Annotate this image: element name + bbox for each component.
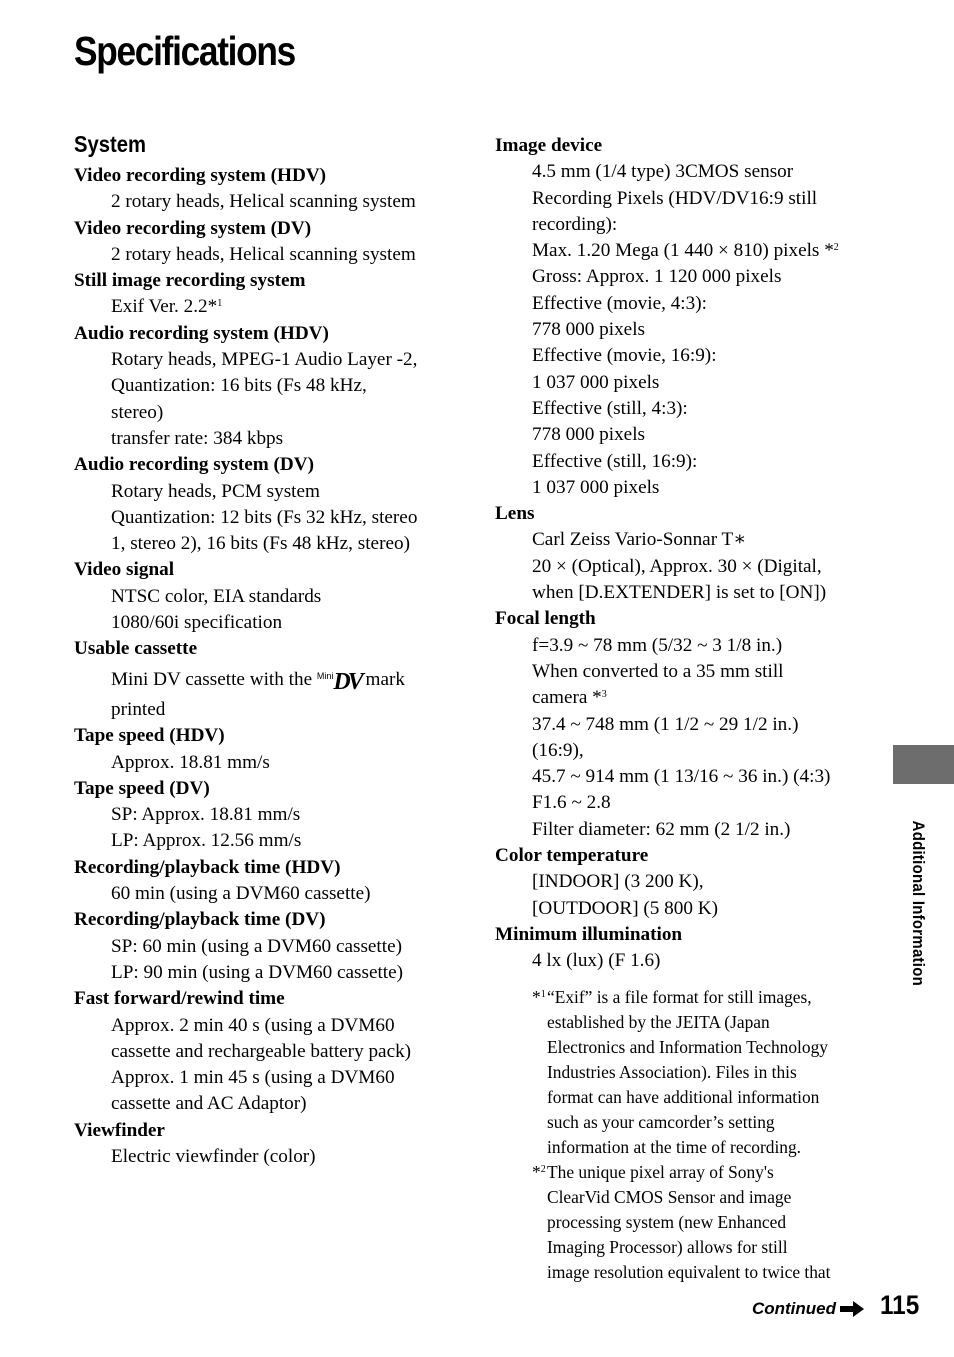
page-title: Specifications (74, 28, 296, 74)
spec-value: 1, stereo 2), 16 bits (Fs 48 kHz, stereo) (111, 533, 410, 555)
cassette-mark-word: mark (365, 668, 405, 690)
footnote-line: processing system (new Enhanced (547, 1211, 787, 1232)
spec-value: SP: 60 min (using a DVM60 cassette) (111, 935, 402, 957)
spec-value: 4 lx (lux) (F 1.6) (532, 950, 661, 972)
spec-minimum-illumination (495, 922, 875, 975)
spec-color-temperature (495, 843, 875, 922)
spec-value: Filter diameter: 62 mm (2 1/2 in.) (532, 818, 791, 840)
spec-label: Audio recording system (DV) (74, 454, 315, 476)
spec-label: Fast forward/rewind time (74, 988, 285, 1010)
spec-label: Video signal (74, 559, 175, 581)
cassette-text: Mini DV cassette with the (111, 668, 313, 690)
spec-value: cassette and AC Adaptor) (111, 1093, 307, 1115)
footnote-2 (495, 1160, 875, 1285)
footnote-line: established by the JEITA (Japan (547, 1011, 770, 1032)
section-title-system: System (74, 131, 147, 157)
spec-value: [OUTDOOR] (5 800 K) (532, 897, 718, 919)
spec-value: Rotary heads, MPEG-1 Audio Layer -2, (111, 349, 418, 371)
spec-value: When converted to a 35 mm still (532, 660, 784, 682)
footnote-line: information at the time of recording. (547, 1136, 802, 1157)
spec-value: f=3.9 ~ 78 mm (5/32 ~ 3 1/8 in.) (532, 634, 783, 656)
spec-rec-time-dv (74, 907, 454, 986)
spec-value: 1 037 000 pixels (532, 476, 660, 498)
spec-value: 1080/60i specification (111, 612, 283, 634)
spec-value: SP: Approx. 18.81 mm/s (111, 804, 301, 826)
spec-value: Gross: Approx. 1 120 000 pixels (532, 266, 782, 288)
spec-value: 2 rotary heads, Helical scanning system (111, 243, 416, 265)
spec-label: Recording/playback time (HDV) (74, 856, 341, 878)
footnote-mark: *$^2$ (532, 1161, 546, 1182)
spec-value: printed (111, 698, 166, 720)
spec-value: 778 000 pixels (532, 319, 645, 341)
spec-value: cassette and rechargeable battery pack) (111, 1040, 412, 1062)
spec-value: transfer rate: 384 kbps (111, 427, 284, 449)
spec-value: Effective (still, 16:9): (532, 450, 698, 472)
spec-image-device (495, 133, 875, 501)
footnote-line: format can have additional information (547, 1086, 820, 1107)
spec-value: 778 000 pixels (532, 424, 645, 446)
spec-value: 4.5 mm (1/4 type) 3CMOS sensor (532, 161, 794, 183)
spec-value: Carl Zeiss Vario-Sonnar T∗ (532, 529, 747, 551)
spec-value: Approx. 1 min 45 s (using a DVM60 (111, 1067, 395, 1089)
spec-value: Exif Ver. 2.2*$^1$ (111, 296, 223, 318)
spec-value: Effective (movie, 16:9): (532, 345, 717, 367)
spec-still-image (74, 268, 454, 321)
spec-label: Color temperature (495, 845, 649, 867)
spec-value: LP: Approx. 12.56 mm/s (111, 830, 302, 852)
spec-value: Quantization: 12 bits (Fs 32 kHz, stereo (111, 506, 418, 528)
spec-value: F1.6 ~ 2.8 (532, 792, 611, 814)
spec-label: Still image recording system (74, 270, 306, 292)
right-spec-column (495, 133, 875, 1285)
spec-value: LP: 90 min (using a DVM60 cassette) (111, 961, 404, 983)
spec-value: stereo) (111, 401, 164, 423)
footnote-mark: *$^1$ (532, 986, 546, 1007)
spec-label: Usable cassette (74, 638, 198, 660)
spec-label: Lens (495, 503, 535, 525)
spec-value: NTSC color, EIA standards (111, 585, 322, 607)
footnote-line: Industries Association). Files in this (547, 1061, 797, 1082)
footnote-1 (495, 985, 875, 1160)
spec-value: Approx. 18.81 mm/s (111, 751, 270, 773)
spec-value: 20 × (Optical), Approx. 30 × (Digital, (532, 555, 822, 577)
spec-value: 60 min (using a DVM60 cassette) (111, 883, 371, 905)
side-tab-label (888, 820, 928, 1174)
spec-video-signal (74, 557, 454, 636)
spec-value: recording): (532, 213, 618, 235)
spec-value: Effective (movie, 4:3): (532, 292, 707, 314)
spec-value: Effective (still, 4:3): (532, 397, 688, 419)
spec-label: Tape speed (DV) (74, 777, 210, 799)
footnotes (495, 985, 875, 1285)
mini-dv-logo-icon (317, 663, 361, 697)
spec-usable-cassette (74, 636, 454, 723)
spec-tape-speed-dv (74, 776, 454, 855)
spec-value: [INDOOR] (3 200 K), (532, 871, 704, 893)
spec-label: Audio recording system (HDV) (74, 322, 329, 344)
left-spec-column (74, 163, 454, 1170)
footnote-line: “Exif” is a file format for still images, (547, 986, 812, 1007)
spec-rec-time-hdv (74, 855, 454, 908)
spec-value: 2 rotary heads, Helical scanning system (111, 191, 416, 213)
spec-value: Quantization: 16 bits (Fs 48 kHz, (111, 375, 367, 397)
spec-value: Rotary heads, PCM system (111, 480, 320, 502)
spec-audio-hdv (74, 321, 454, 452)
side-tab-text: Additional Information (909, 820, 928, 986)
mini-dv-logo-mini: Mini (316, 670, 334, 681)
arrow-right-icon (840, 1301, 864, 1317)
spec-value: 45.7 ~ 914 mm (1 13/16 ~ 36 in.) (4:3) (532, 766, 831, 788)
spec-value: Electric viewfinder (color) (111, 1145, 316, 1167)
continued-label: Continued (751, 1299, 836, 1318)
spec-label: Focal length (495, 608, 596, 630)
spec-label: Tape speed (HDV) (74, 725, 225, 747)
spec-value: Approx. 2 min 40 s (using a DVM60 (111, 1014, 395, 1036)
footnote-line: such as your camcorder’s setting (547, 1111, 775, 1132)
spec-label: Recording/playback time (DV) (74, 909, 326, 931)
mini-dv-logo-dv: DV (333, 668, 361, 695)
spec-label: Video recording system (HDV) (74, 165, 327, 186)
spec-focal-length (495, 606, 875, 843)
footnote-line: The unique pixel array of Sony's (547, 1161, 774, 1182)
spec-value (74, 663, 454, 697)
section-tab-marker (893, 745, 954, 784)
spec-value: when [D.EXTENDER] is set to [ON]) (532, 582, 827, 604)
spec-tape-speed-hdv (74, 723, 454, 776)
footnote-line: ClearVid CMOS Sensor and image (547, 1186, 792, 1207)
spec-viewfinder (74, 1118, 454, 1171)
footnote-line: image resolution equivalent to twice that (547, 1261, 831, 1282)
footnote-line: Imaging Processor) allows for still (547, 1236, 788, 1257)
spec-value: 37.4 ~ 748 mm (1 1/2 ~ 29 1/2 in.) (532, 713, 799, 735)
spec-value: camera *$^3$ (532, 687, 607, 709)
page-number: 115 (880, 1290, 920, 1320)
spec-video-dv (74, 216, 454, 269)
spec-label: Image device (495, 135, 603, 156)
spec-fast-forward (74, 986, 454, 1117)
spec-audio-dv (74, 452, 454, 557)
spec-video-hdv (74, 163, 454, 216)
spec-label: Minimum illumination (495, 923, 683, 945)
spec-value: Recording Pixels (HDV/DV16:9 still (532, 187, 818, 209)
spec-lens (495, 501, 875, 606)
footnote-line: Electronics and Information Technology (547, 1036, 828, 1057)
spec-label: Viewfinder (74, 1119, 165, 1141)
spec-label: Video recording system (DV) (74, 217, 312, 239)
spec-value: Max. 1.20 Mega (1 440 × 810) pixels *$^2$ (532, 240, 839, 262)
spec-value: (16:9), (532, 739, 584, 761)
spec-value: 1 037 000 pixels (532, 371, 660, 393)
